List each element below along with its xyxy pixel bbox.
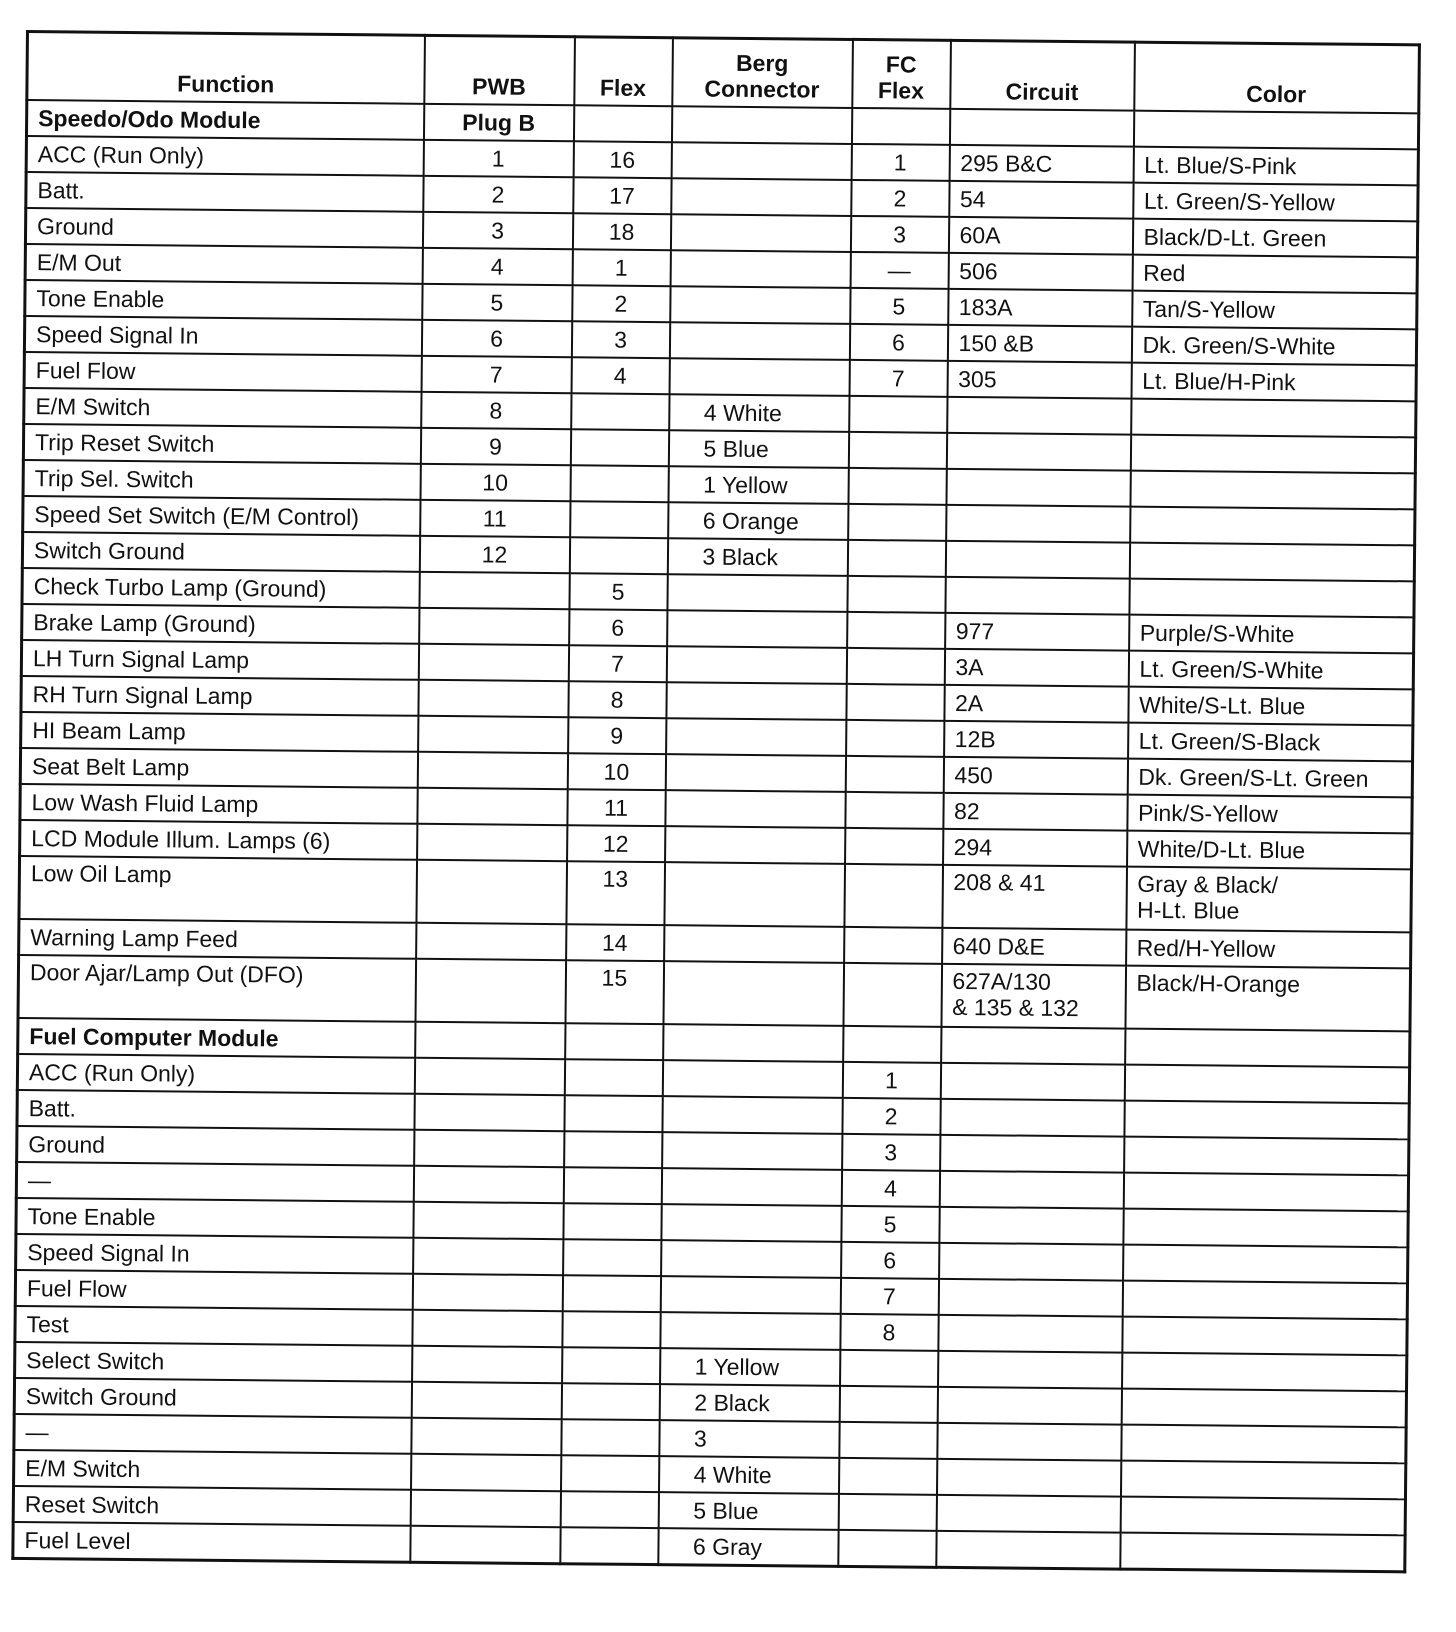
- cell-pwb: 5: [422, 284, 572, 321]
- cell-pwb: [411, 1454, 561, 1491]
- cell-circuit: 627A/130 & 135 & 132: [941, 964, 1126, 1029]
- cell-fc-flex: 5: [841, 1206, 939, 1243]
- cell-pwb: [410, 1526, 560, 1564]
- cell-function: Speedo/Odo Module: [26, 100, 423, 140]
- cell-pwb: [413, 1238, 563, 1275]
- cell-fc-flex: [848, 504, 946, 541]
- cell-berg-connector: [667, 610, 847, 648]
- cell-circuit: [939, 1171, 1123, 1209]
- cell-pwb: 3: [422, 212, 572, 249]
- header-berg-line1: Berg: [735, 49, 789, 77]
- cell-fc-flex: [844, 927, 942, 964]
- cell-pwb: [417, 788, 567, 825]
- cell-circuit: [941, 1027, 1125, 1065]
- cell-color: [1122, 1353, 1407, 1392]
- cell-flex: 17: [573, 177, 671, 214]
- cell-berg-connector: [669, 358, 849, 396]
- cell-fc-flex: 7: [840, 1278, 938, 1315]
- cell-circuit: [945, 577, 1129, 615]
- cell-color: Lt. Green/S-White: [1128, 651, 1413, 690]
- cell-circuit: [936, 1495, 1120, 1533]
- cell-flex: [570, 501, 668, 538]
- cell-pwb: [411, 1382, 561, 1419]
- cell-berg-connector: [671, 106, 851, 144]
- cell-flex: [560, 1527, 658, 1564]
- cell-function: Reset Switch: [13, 1486, 410, 1526]
- cell-color: [1129, 579, 1414, 618]
- cell-color: [1129, 543, 1414, 582]
- cell-berg-connector: [665, 754, 845, 792]
- cell-function: Speed Signal In: [16, 1234, 413, 1274]
- cell-circuit: 60A: [948, 217, 1132, 255]
- cell-flex: [563, 1167, 661, 1204]
- cell-berg-connector: [664, 862, 845, 927]
- cell-circuit: [940, 1099, 1124, 1137]
- cell-pwb: [416, 923, 566, 960]
- cell-color: [1122, 1317, 1407, 1356]
- cell-berg-connector: 5 Blue: [668, 430, 848, 468]
- cell-color: Lt. Green/S-Yellow: [1133, 183, 1418, 222]
- cell-flex: [563, 1239, 661, 1276]
- cell-circuit: [949, 109, 1133, 147]
- cell-pwb: [417, 752, 567, 789]
- cell-color: Lt. Blue/H-Pink: [1131, 363, 1416, 402]
- cell-color: White/D-Lt. Blue: [1127, 831, 1412, 870]
- cell-function: Tone Enable: [16, 1198, 413, 1238]
- cell-berg-connector: [671, 142, 851, 180]
- cell-fc-flex: [846, 684, 944, 721]
- cell-circuit: [936, 1531, 1120, 1569]
- cell-circuit: 295 B&C: [949, 145, 1133, 183]
- cell-color: [1123, 1209, 1408, 1248]
- cell-color: [1120, 1461, 1405, 1500]
- cell-circuit: 305: [947, 361, 1131, 399]
- cell-flex: 5: [569, 573, 667, 610]
- cell-color: Lt. Blue/S-Pink: [1133, 147, 1418, 186]
- cell-color: Dk. Green/S-Lt. Green: [1127, 759, 1412, 798]
- cell-flex: 14: [566, 924, 664, 961]
- cell-color: [1122, 1281, 1407, 1320]
- cell-color: [1130, 471, 1415, 510]
- cell-berg-connector: 1 Yellow: [660, 1348, 840, 1386]
- cell-berg-connector: [669, 322, 849, 360]
- cell-fc-flex: 2: [851, 180, 949, 217]
- cell-fc-flex: [848, 468, 946, 505]
- cell-berg-connector: [665, 790, 845, 828]
- cell-function: LCD Module Illum. Lamps (6): [20, 820, 417, 860]
- cell-berg-connector: [661, 1240, 841, 1278]
- cell-flex: [560, 1491, 658, 1528]
- cell-flex: 4: [571, 357, 669, 394]
- cell-function: Seat Belt Lamp: [20, 748, 417, 788]
- cell-berg-connector: [665, 826, 845, 864]
- header-pwb: PWB: [424, 35, 575, 105]
- cell-fc-flex: 1: [842, 1062, 940, 1099]
- cell-fc-flex: [839, 1386, 937, 1423]
- cell-flex: 9: [568, 717, 666, 754]
- cell-flex: 1: [572, 249, 670, 286]
- cell-circuit: [939, 1207, 1123, 1245]
- cell-pwb: [414, 1058, 564, 1095]
- cell-flex: 2: [572, 285, 670, 322]
- cell-flex: [565, 1023, 663, 1060]
- cell-flex: [569, 537, 667, 574]
- cell-flex: [570, 429, 668, 466]
- cell-fc-flex: 2: [842, 1098, 940, 1135]
- cell-fc-flex: [838, 1458, 936, 1495]
- cell-flex: 6: [569, 609, 667, 646]
- cell-circuit: [940, 1063, 1124, 1101]
- cell-function: Check Turbo Lamp (Ground): [22, 568, 419, 608]
- cell-fc-flex: [845, 756, 943, 793]
- cell-color: [1124, 1065, 1409, 1104]
- cell-pwb: 7: [421, 356, 571, 393]
- cell-flex: [573, 105, 671, 142]
- header-fcflex-line2: Flex: [877, 77, 925, 104]
- cell-fc-flex: [845, 828, 943, 865]
- cell-berg-connector: [662, 1096, 842, 1134]
- cell-color: [1125, 1029, 1410, 1068]
- cell-function: Door Ajar/Lamp Out (DFO): [18, 955, 416, 1022]
- cell-color: Lt. Green/S-Black: [1128, 723, 1413, 762]
- cell-pwb: 1: [423, 140, 573, 177]
- header-color: Color: [1134, 42, 1420, 113]
- cell-berg-connector: [661, 1168, 841, 1206]
- cell-circuit: 150 &B: [947, 325, 1131, 363]
- cell-color: White/S-Lt. Blue: [1128, 687, 1413, 726]
- cell-function: —: [16, 1162, 413, 1202]
- cell-function: Low Oil Lamp: [19, 856, 417, 923]
- cell-fc-flex: [847, 576, 945, 613]
- document-page: [11, 30, 1418, 1573]
- cell-berg-connector: [660, 1276, 840, 1314]
- cell-circuit: [946, 505, 1130, 543]
- cell-color: [1124, 1101, 1409, 1140]
- cell-circuit: 82: [943, 793, 1127, 831]
- cell-flex: 13: [566, 861, 665, 925]
- cell-function: Trip Sel. Switch: [23, 460, 420, 500]
- cell-berg-connector: [662, 1132, 842, 1170]
- wiring-table: [11, 30, 1421, 1573]
- cell-berg-connector: [667, 574, 847, 612]
- cell-fc-flex: [847, 612, 945, 649]
- cell-pwb: [418, 716, 568, 753]
- cell-fc-flex: 6: [849, 324, 947, 361]
- cell-fc-flex: [851, 108, 949, 145]
- cell-pwb: [411, 1418, 561, 1455]
- header-fcflex-line1: FC: [885, 51, 917, 78]
- cell-pwb: [412, 1310, 562, 1347]
- cell-flex: 18: [572, 213, 670, 250]
- cell-color: [1123, 1173, 1408, 1212]
- cell-fc-flex: [847, 540, 945, 577]
- cell-color: Black/D-Lt. Green: [1132, 219, 1417, 258]
- cell-fc-flex: 3: [850, 216, 948, 253]
- cell-circuit: [937, 1387, 1121, 1425]
- cell-fc-flex: 8: [840, 1314, 938, 1351]
- cell-flex: [571, 393, 669, 430]
- cell-flex: 8: [568, 681, 666, 718]
- cell-pwb: [418, 680, 568, 717]
- cell-berg-connector: 6 Gray: [658, 1528, 838, 1566]
- cell-circuit: 450: [943, 757, 1127, 795]
- cell-berg-connector: [670, 286, 850, 324]
- cell-fc-flex: [843, 1026, 941, 1063]
- cell-color: [1124, 1137, 1409, 1176]
- cell-berg-connector: [666, 682, 846, 720]
- cell-pwb: [414, 1130, 564, 1167]
- cell-pwb: 11: [420, 500, 570, 537]
- cell-berg-connector: 4 White: [669, 394, 849, 432]
- cell-function: Trip Reset Switch: [23, 424, 420, 464]
- cell-fc-flex: [839, 1422, 937, 1459]
- cell-color: Black/H-Orange: [1125, 966, 1411, 1032]
- cell-circuit: [937, 1423, 1121, 1461]
- cell-berg-connector: 3 Black: [667, 538, 847, 576]
- cell-color: [1130, 507, 1415, 546]
- cell-function: RH Turn Signal Lamp: [21, 676, 418, 716]
- cell-circuit: 294: [943, 829, 1127, 867]
- cell-function: Ground: [17, 1126, 414, 1166]
- cell-flex: 12: [567, 825, 665, 862]
- cell-flex: [561, 1419, 659, 1456]
- cell-berg-connector: 3: [659, 1420, 839, 1458]
- cell-circuit: 183A: [948, 289, 1132, 327]
- cell-fc-flex: 6: [841, 1242, 939, 1279]
- cell-function: Ground: [25, 208, 422, 248]
- cell-pwb: [419, 572, 569, 609]
- cell-fc-flex: [838, 1494, 936, 1531]
- cell-function: E/M Switch: [14, 1450, 411, 1490]
- cell-circuit: [946, 469, 1130, 507]
- cell-color: Dk. Green/S-White: [1131, 327, 1416, 366]
- cell-function: Switch Ground: [14, 1378, 411, 1418]
- cell-flex: [563, 1203, 661, 1240]
- header-berg-line2: Connector: [704, 75, 820, 103]
- cell-function: Fuel Flow: [15, 1270, 412, 1310]
- cell-circuit: 506: [948, 253, 1132, 291]
- cell-function: Test: [15, 1306, 412, 1346]
- cell-flex: 15: [565, 960, 664, 1024]
- cell-function: ACC (Run Only): [26, 136, 423, 176]
- cell-color: [1120, 1533, 1405, 1572]
- cell-berg-connector: [670, 250, 850, 288]
- cell-pwb: [416, 860, 567, 924]
- cell-berg-connector: [663, 1024, 843, 1062]
- cell-berg-connector: 6 Orange: [668, 502, 848, 540]
- cell-circuit: [946, 433, 1130, 471]
- cell-flex: 16: [573, 141, 671, 178]
- cell-pwb: [417, 824, 567, 861]
- cell-color: [1131, 399, 1416, 438]
- cell-flex: 7: [568, 645, 666, 682]
- cell-color: [1120, 1497, 1405, 1536]
- cell-flex: [562, 1347, 660, 1384]
- cell-pwb: [413, 1202, 563, 1239]
- cell-circuit: 3A: [944, 649, 1128, 687]
- cell-circuit: 54: [949, 181, 1133, 219]
- cell-flex: [570, 465, 668, 502]
- cell-function: Tone Enable: [25, 280, 422, 320]
- cell-color: [1130, 435, 1415, 474]
- cell-flex: 11: [567, 789, 665, 826]
- cell-fc-flex: [840, 1350, 938, 1387]
- cell-function: Brake Lamp (Ground): [22, 604, 419, 644]
- cell-fc-flex: [838, 1530, 936, 1567]
- cell-function: HI Beam Lamp: [21, 712, 418, 752]
- cell-function: Fuel Level: [13, 1522, 410, 1562]
- cell-berg-connector: [671, 178, 851, 216]
- cell-berg-connector: [663, 961, 844, 1026]
- cell-pwb: [410, 1490, 560, 1527]
- cell-flex: [560, 1455, 658, 1492]
- cell-berg-connector: 5 Blue: [658, 1492, 838, 1530]
- cell-function: Switch Ground: [22, 532, 419, 572]
- cell-pwb: 8: [421, 392, 571, 429]
- cell-function: Fuel Flow: [24, 352, 421, 392]
- cell-circuit: [947, 397, 1131, 435]
- cell-circuit: 208 & 41: [942, 865, 1127, 930]
- cell-berg-connector: [661, 1204, 841, 1242]
- cell-pwb: [413, 1166, 563, 1203]
- cell-pwb: Plug B: [423, 104, 573, 141]
- cell-pwb: [412, 1346, 562, 1383]
- cell-circuit: [939, 1243, 1123, 1281]
- cell-function: Speed Set Switch (E/M Control): [23, 496, 420, 536]
- cell-fc-flex: [849, 396, 947, 433]
- header-flex: Flex: [574, 37, 673, 106]
- cell-fc-flex: [846, 720, 944, 757]
- cell-circuit: [938, 1279, 1122, 1317]
- cell-function: E/M Out: [25, 244, 422, 284]
- cell-circuit: [940, 1135, 1124, 1173]
- header-function: Function: [27, 32, 425, 104]
- cell-circuit: 977: [945, 613, 1129, 651]
- table-body: [13, 100, 1419, 1572]
- cell-fc-flex: 1: [851, 144, 949, 181]
- cell-fc-flex: 3: [842, 1134, 940, 1171]
- cell-pwb: 12: [419, 536, 569, 573]
- cell-color: [1123, 1245, 1408, 1284]
- cell-berg-connector: 1 Yellow: [668, 466, 848, 504]
- cell-circuit: 640 D&E: [942, 928, 1126, 966]
- cell-function: Fuel Computer Module: [18, 1018, 415, 1058]
- cell-circuit: [938, 1351, 1122, 1389]
- cell-pwb: 6: [421, 320, 571, 357]
- cell-berg-connector: [670, 214, 850, 252]
- cell-fc-flex: 5: [850, 288, 948, 325]
- cell-pwb: [415, 1022, 565, 1059]
- cell-fc-flex: 4: [841, 1170, 939, 1207]
- cell-flex: [562, 1275, 660, 1312]
- cell-pwb: 9: [420, 428, 570, 465]
- cell-function: Low Wash Fluid Lamp: [20, 784, 417, 824]
- cell-pwb: 4: [422, 248, 572, 285]
- cell-circuit: [945, 541, 1129, 579]
- cell-function: —: [14, 1414, 411, 1454]
- cell-flex: [564, 1095, 662, 1132]
- cell-color: Pink/S-Yellow: [1127, 795, 1412, 834]
- cell-berg-connector: [662, 1060, 842, 1098]
- cell-circuit: 12B: [944, 721, 1128, 759]
- cell-color: Tan/S-Yellow: [1132, 291, 1417, 330]
- cell-fc-flex: [846, 648, 944, 685]
- cell-flex: 10: [567, 753, 665, 790]
- cell-circuit: [938, 1315, 1122, 1353]
- cell-circuit: 2A: [944, 685, 1128, 723]
- cell-color: [1133, 111, 1418, 150]
- header-berg-connector: [672, 38, 853, 108]
- cell-pwb: [415, 959, 566, 1023]
- cell-pwb: [419, 608, 569, 645]
- cell-fc-flex: [844, 864, 943, 928]
- cell-fc-flex: [848, 432, 946, 469]
- cell-color: [1121, 1425, 1406, 1464]
- cell-flex: [561, 1383, 659, 1420]
- cell-flex: [564, 1059, 662, 1096]
- cell-function: Select Switch: [15, 1342, 412, 1382]
- cell-color: Red: [1132, 255, 1417, 294]
- cell-flex: [564, 1131, 662, 1168]
- cell-fc-flex: —: [850, 252, 948, 289]
- cell-color: [1121, 1389, 1406, 1428]
- cell-fc-flex: [845, 792, 943, 829]
- cell-pwb: [414, 1094, 564, 1131]
- cell-circuit: [936, 1459, 1120, 1497]
- cell-function: Warning Lamp Feed: [19, 919, 416, 959]
- cell-flex: 3: [571, 321, 669, 358]
- cell-berg-connector: [666, 718, 846, 756]
- cell-pwb: 10: [420, 464, 570, 501]
- cell-function: E/M Switch: [24, 388, 421, 428]
- cell-color: Red/H-Yellow: [1126, 930, 1411, 969]
- cell-function: LH Turn Signal Lamp: [21, 640, 418, 680]
- cell-function: Batt.: [26, 172, 423, 212]
- cell-pwb: [418, 644, 568, 681]
- cell-function: Batt.: [17, 1090, 414, 1130]
- cell-flex: [562, 1311, 660, 1348]
- cell-fc-flex: 7: [849, 360, 947, 397]
- header-circuit: Circuit: [950, 40, 1135, 110]
- cell-berg-connector: [666, 646, 846, 684]
- cell-function: ACC (Run Only): [17, 1054, 414, 1094]
- cell-color: Purple/S-White: [1129, 615, 1414, 654]
- header-fc-flex: [852, 39, 951, 108]
- cell-function: Speed Signal In: [24, 316, 421, 356]
- cell-pwb: 2: [423, 176, 573, 213]
- cell-fc-flex: [843, 963, 942, 1027]
- cell-pwb: [412, 1274, 562, 1311]
- cell-color: Gray & Black/ H-Lt. Blue: [1126, 867, 1412, 933]
- cell-berg-connector: [660, 1312, 840, 1350]
- cell-berg-connector: 4 White: [658, 1456, 838, 1494]
- cell-berg-connector: 2 Black: [659, 1384, 839, 1422]
- cell-berg-connector: [664, 925, 844, 963]
